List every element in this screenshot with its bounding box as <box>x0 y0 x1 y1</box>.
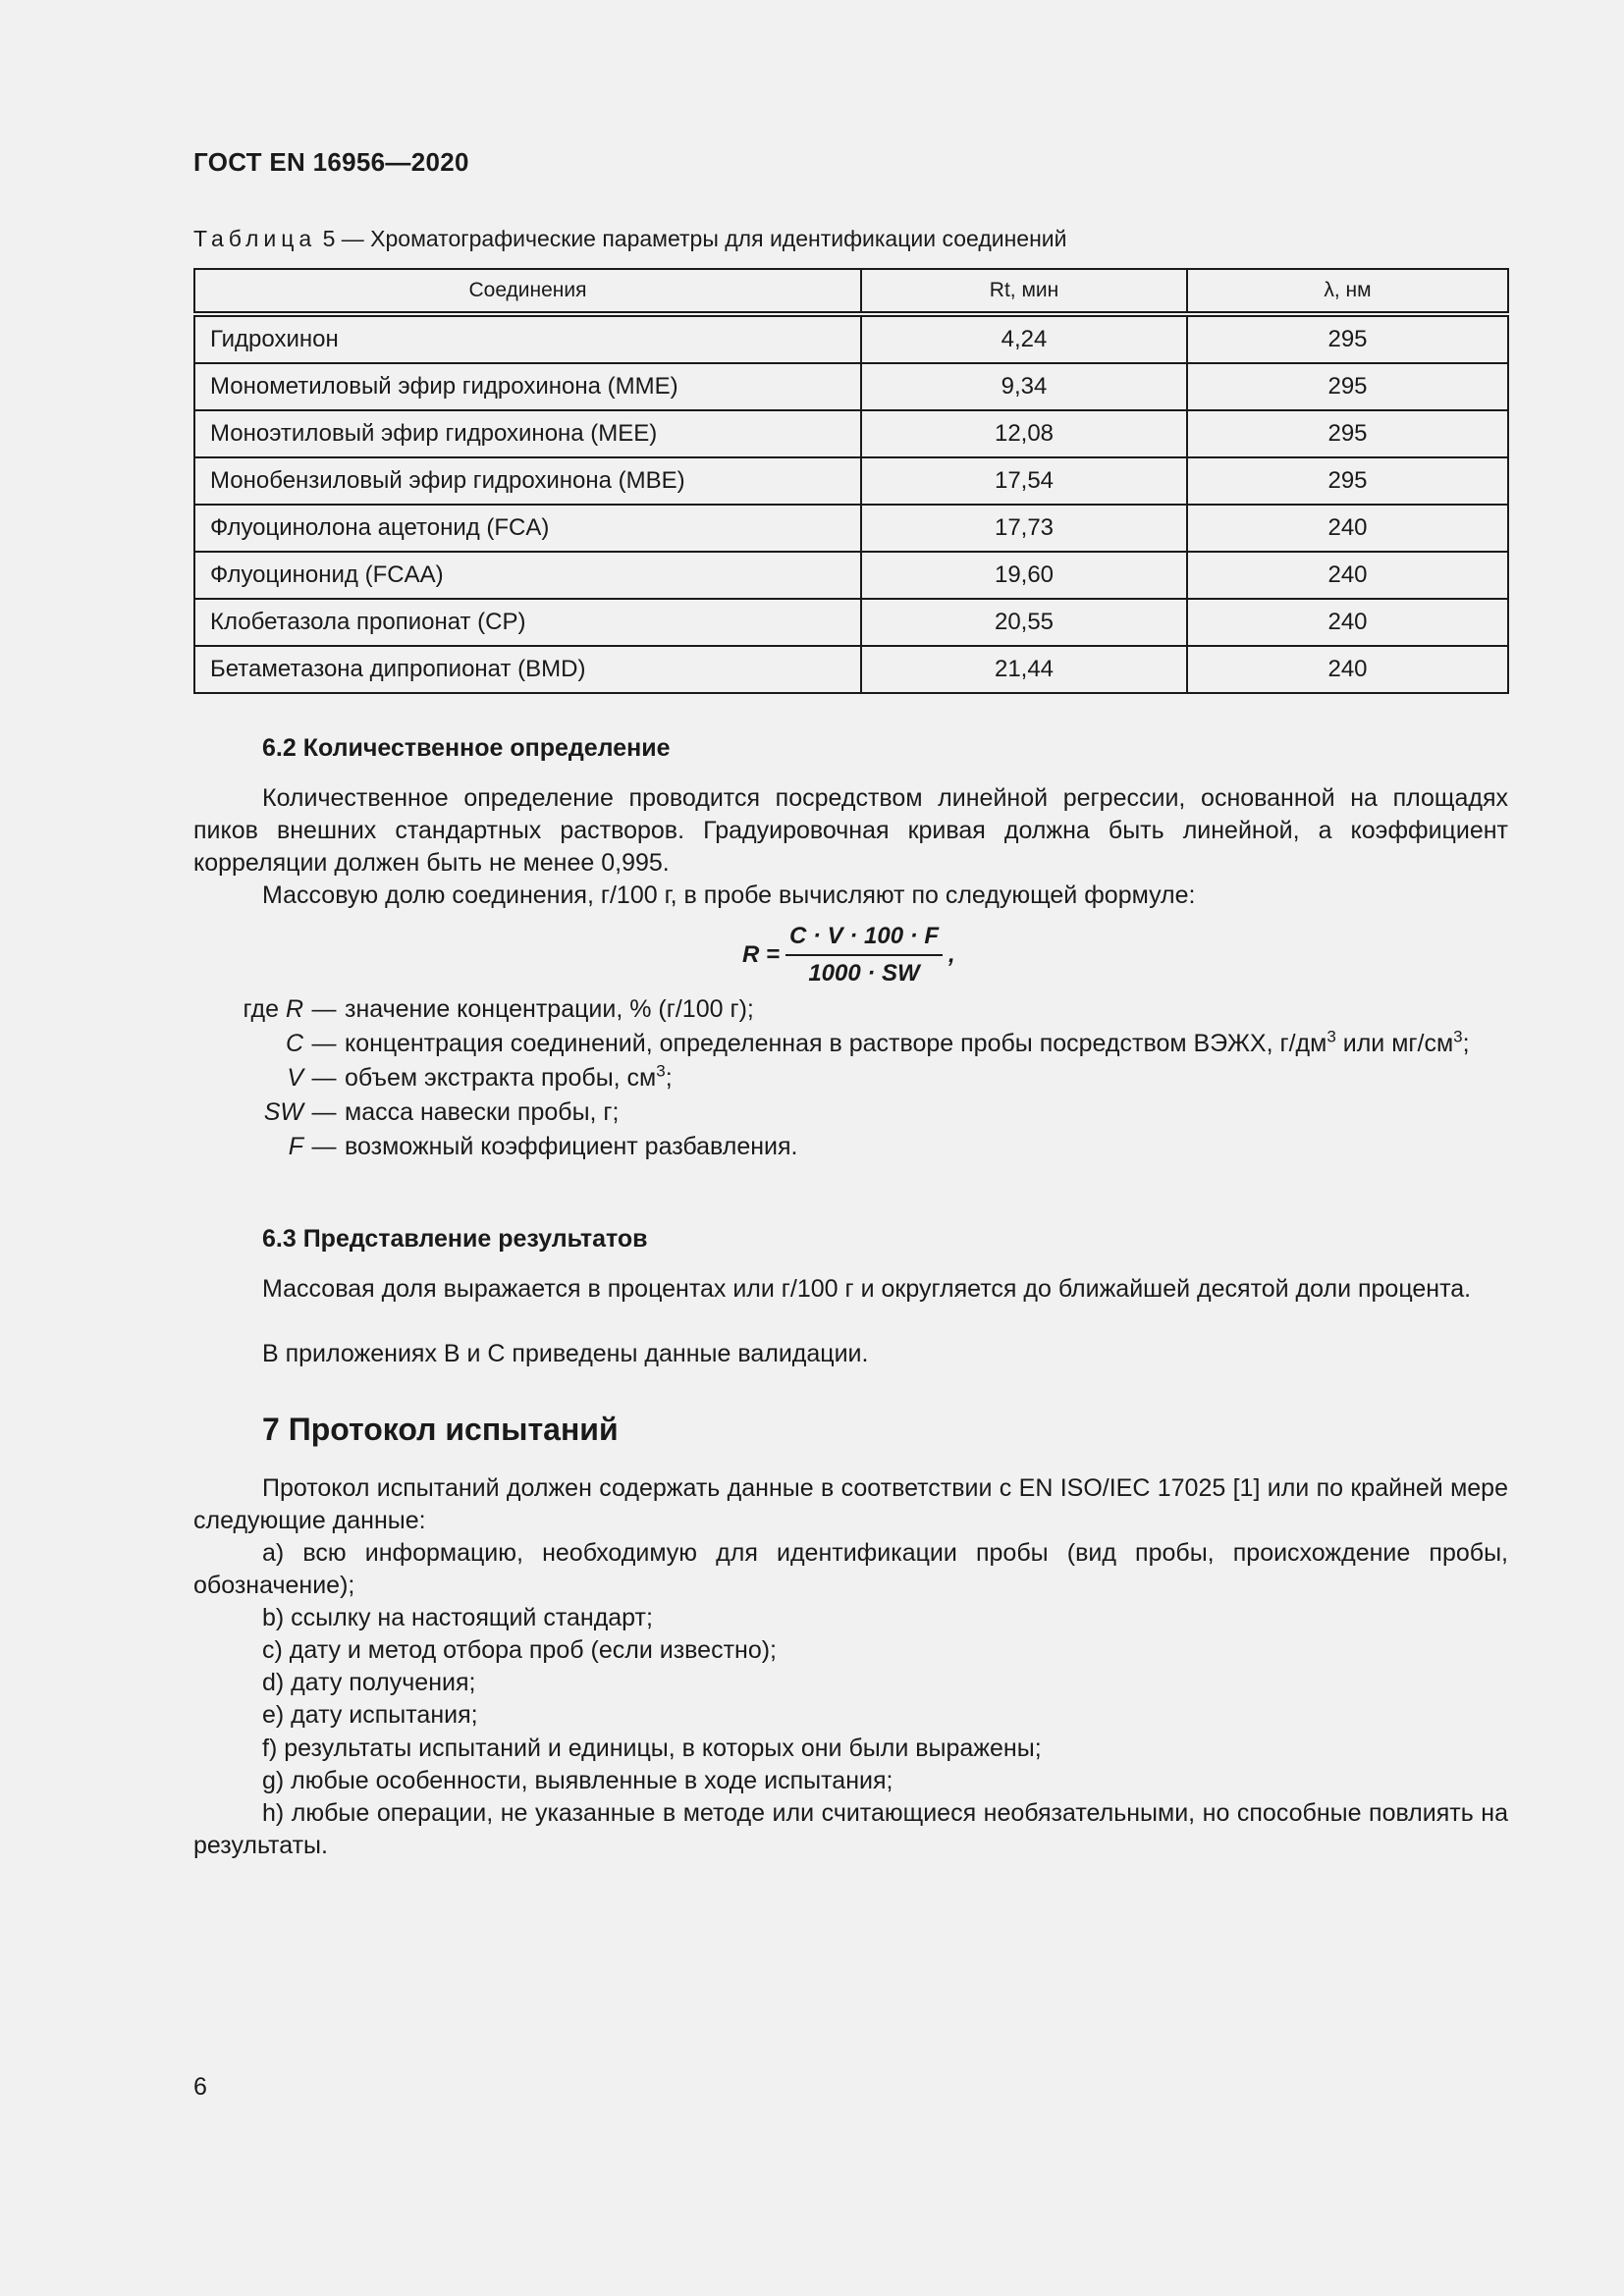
section-7-heading: 7 Протокол испытаний <box>262 1412 619 1447</box>
cell-lambda: 240 <box>1187 552 1508 599</box>
definition-r <box>193 993 1508 1026</box>
table-row <box>194 552 1508 599</box>
table-row <box>194 505 1508 552</box>
definition-v <box>193 1062 1508 1095</box>
cell-rt: 9,34 <box>861 363 1187 410</box>
cell-compound: Бетаметазона дипропионат (BMD) <box>194 646 861 693</box>
definition-text: возможный коэффициент разбавления. <box>345 1133 798 1160</box>
column-header-rt: Rt, мин <box>861 269 1187 314</box>
definition-text: концентрация соединений, определенная в растворе пробы посредством ВЭЖХ, $г/дм^3$ или $мг/см^3$; <box>345 1027 1470 1057</box>
cell-lambda: 240 <box>1187 646 1508 693</box>
section-6-2-heading: 6.2 Количественное определение <box>262 734 671 762</box>
definition-symbol: C <box>285 1030 303 1057</box>
formula-numerator: C · V · 100 · F <box>785 923 943 956</box>
definition-f <box>193 1131 1508 1163</box>
definition-dash: — <box>311 995 337 1023</box>
table-row <box>194 599 1508 646</box>
table-row <box>194 646 1508 693</box>
cell-compound: Клобетазола пропионат (CP) <box>194 599 861 646</box>
list-item: b) ссылку на настоящий стандарт; <box>262 1604 653 1631</box>
cell-rt: 21,44 <box>861 646 1187 693</box>
chromatographic-parameters-table <box>193 268 1509 694</box>
cell-compound: Монометиловый эфир гидрохинона (MME) <box>194 363 861 410</box>
table-row <box>194 363 1508 410</box>
cell-rt: 19,60 <box>861 552 1187 599</box>
definition-text: значение концентрации, % (г/100 г); <box>345 995 754 1023</box>
definition-dash: — <box>311 1133 337 1160</box>
cell-lambda: 240 <box>1187 505 1508 552</box>
table-row <box>194 457 1508 505</box>
section-6-3-paragraph: Массовая доля выражается в процентах или г/100 г и округляется до ближайшей десятой доли процента. <box>262 1275 1472 1303</box>
formula-definitions <box>193 993 1508 1165</box>
table-caption-text: 5 — Хроматографические параметры для идентификации соединений <box>316 226 1067 251</box>
definition-symbol: F <box>288 1133 303 1160</box>
mass-fraction-formula <box>742 923 955 988</box>
formula-tail: , <box>948 941 955 968</box>
section-6-3-validation-note: В приложениях B и C приведены данные валидации. <box>262 1340 869 1367</box>
table-caption-word: Таблица <box>193 226 317 251</box>
definition-prefix: где <box>243 995 286 1023</box>
definition-dash: — <box>311 1064 337 1092</box>
table-caption <box>193 226 1066 252</box>
list-item: c) дату и метод отбора проб (если известно); <box>262 1636 777 1664</box>
cell-compound: Гидрохинон <box>194 314 861 363</box>
section-6-2-paragraph: Количественное определение проводится посредством линейной регрессии, основанной на площадях пиков внешних стандартных растворов. Градуировочная кривая должна быть линейной, а коэффициент корреляции должен быть не менее 0,995. <box>193 784 1508 877</box>
list-item: a) всю информацию, необходимую для идентификации пробы (вид пробы, происхождение пробы, обозначение); <box>193 1539 1508 1599</box>
section-6-3-heading: 6.3 Представление результатов <box>262 1225 648 1253</box>
table-row <box>194 410 1508 457</box>
definition-symbol: R <box>285 995 303 1023</box>
definition-dash: — <box>311 1030 337 1057</box>
cell-lambda: 295 <box>1187 314 1508 363</box>
standard-header: ГОСТ EN 16956—2020 <box>193 147 469 177</box>
list-item: f) результаты испытаний и единицы, в которых они были выражены; <box>262 1735 1042 1762</box>
definition-text: объем экстракта пробы, $см^3$; <box>345 1061 673 1092</box>
cell-compound: Монобензиловый эфир гидрохинона (MBE) <box>194 457 861 505</box>
formula-fraction <box>785 923 943 988</box>
page-number: 6 <box>193 2073 207 2101</box>
definition-dash: — <box>311 1098 337 1126</box>
definition-c <box>193 1028 1508 1060</box>
formula-denominator: 1000 · SW <box>808 960 920 987</box>
cell-lambda: 240 <box>1187 599 1508 646</box>
cell-lambda: 295 <box>1187 457 1508 505</box>
cell-rt: 17,54 <box>861 457 1187 505</box>
definition-sw <box>193 1096 1508 1129</box>
table-row <box>194 314 1508 363</box>
cell-compound: Моноэтиловый эфир гидрохинона (MEE) <box>194 410 861 457</box>
cell-lambda: 295 <box>1187 363 1508 410</box>
formula-intro-paragraph: Массовую долю соединения, г/100 г, в пробе вычисляют по следующей формуле: <box>262 881 1196 909</box>
definition-symbol: SW <box>263 1098 303 1126</box>
section-7-intro: Протокол испытаний должен содержать данные в соответствии с EN ISO/IEC 17025 [1] или по крайней мере следующие данные: <box>193 1474 1508 1534</box>
list-item: d) дату получения; <box>262 1669 476 1696</box>
definition-text: масса навески пробы, г; <box>345 1098 620 1126</box>
cell-compound: Флуоцинолона ацетонид (FCA) <box>194 505 861 552</box>
formula-lhs: R = <box>742 941 781 968</box>
list-item: h) любые операции, не указанные в методе или считающиеся необязательными, но способные повлиять на результаты. <box>193 1799 1508 1859</box>
cell-lambda: 295 <box>1187 410 1508 457</box>
cell-compound: Флуоцинонид (FCAA) <box>194 552 861 599</box>
column-header-lambda: λ, нм <box>1187 269 1508 314</box>
cell-rt: 20,55 <box>861 599 1187 646</box>
definition-symbol: V <box>287 1064 303 1092</box>
cell-rt: 4,24 <box>861 314 1187 363</box>
cell-rt: 17,73 <box>861 505 1187 552</box>
column-header-compounds: Соединения <box>194 269 861 314</box>
list-item: e) дату испытания; <box>262 1701 478 1729</box>
cell-rt: 12,08 <box>861 410 1187 457</box>
list-item: g) любые особенности, выявленные в ходе испытания; <box>262 1767 893 1794</box>
table-header-row <box>194 269 1508 314</box>
